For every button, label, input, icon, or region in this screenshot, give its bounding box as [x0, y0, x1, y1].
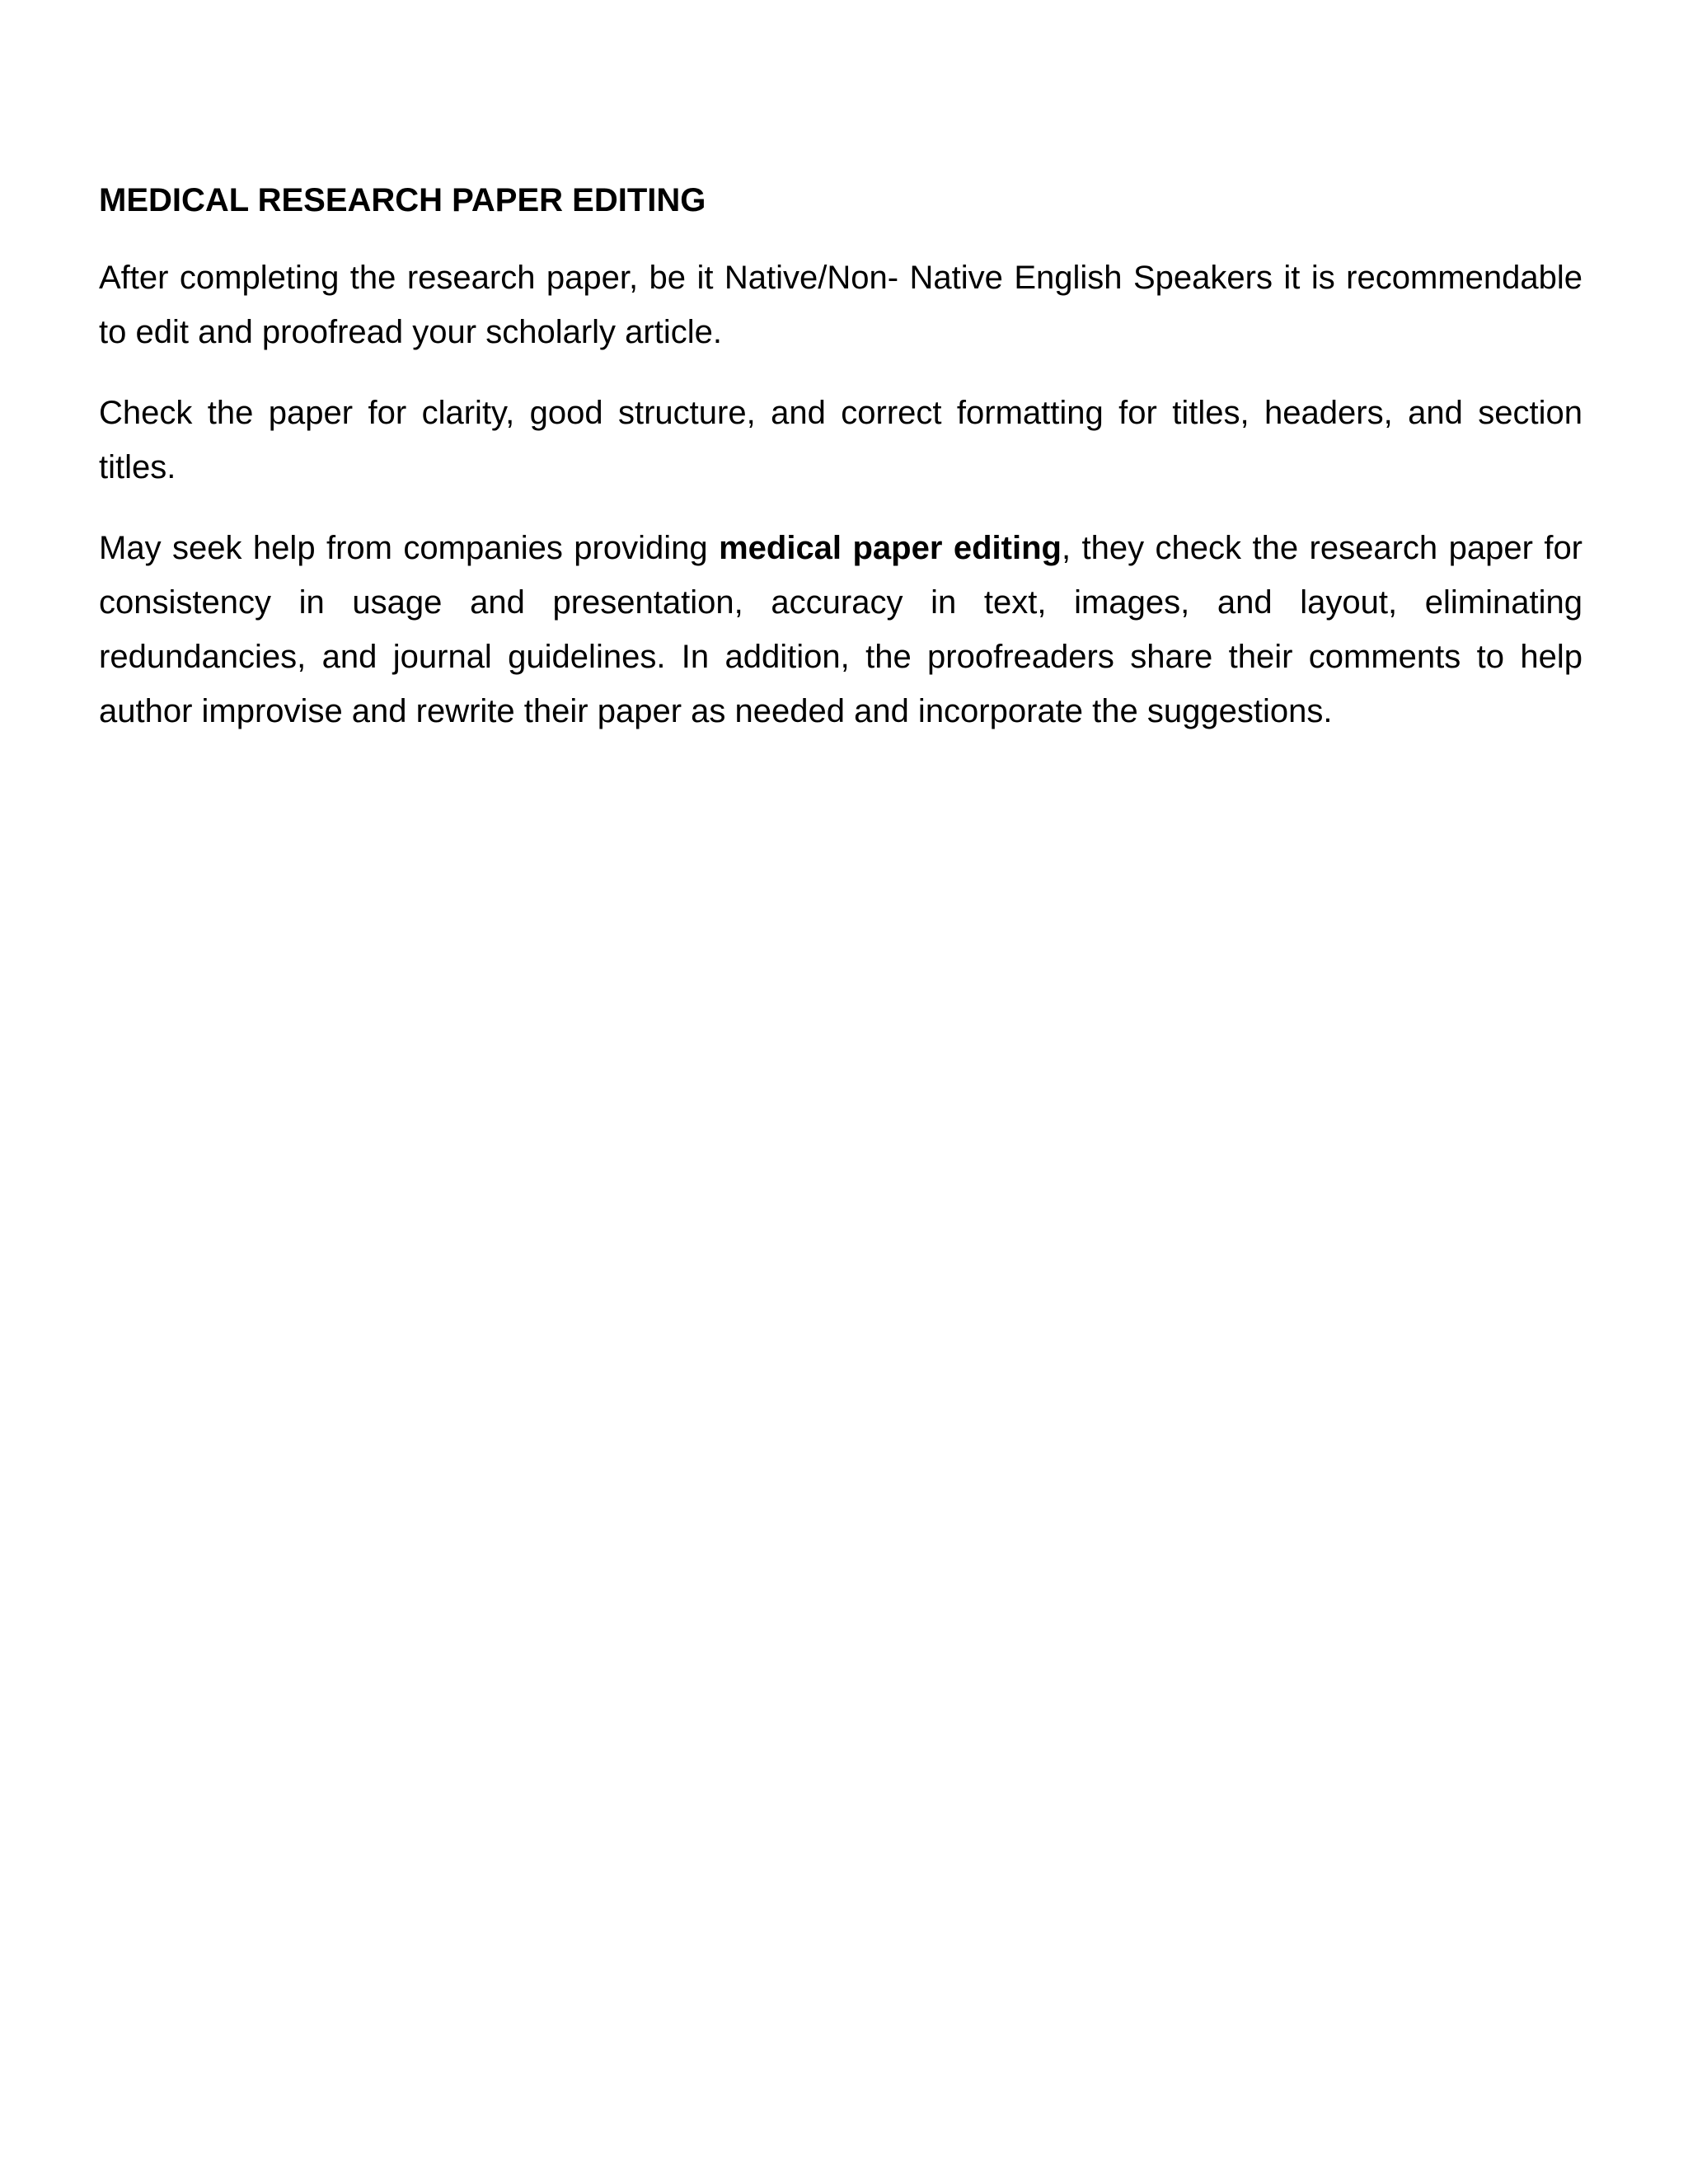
paragraph-3-lead: May seek help from companies providing	[99, 530, 720, 566]
paragraph-3-bold-term: medical paper editing	[719, 530, 1062, 566]
paragraph-3	[99, 521, 1582, 738]
paragraph-2: Check the paper for clarity, good structure, and correct formatting for titles, headers, and section titles.	[99, 395, 1582, 485]
paragraph-1: After completing the research paper, be it Native/Non- Native English Speakers it is recommendable to edit and proofread your scholarly article.	[99, 260, 1582, 350]
document-page	[99, 173, 1582, 765]
document-title: MEDICAL RESEARCH PAPER EDITING	[99, 182, 706, 218]
paragraph-3-rest: , they check the research paper for consistency in usage and presentation, accuracy in text, images, and layout, eliminating redundancies, and journal guidelines. In addition, the proofreaders share their comments to help author improvise and rewrite their paper as needed and incorporate the suggestions.	[99, 530, 1583, 729]
